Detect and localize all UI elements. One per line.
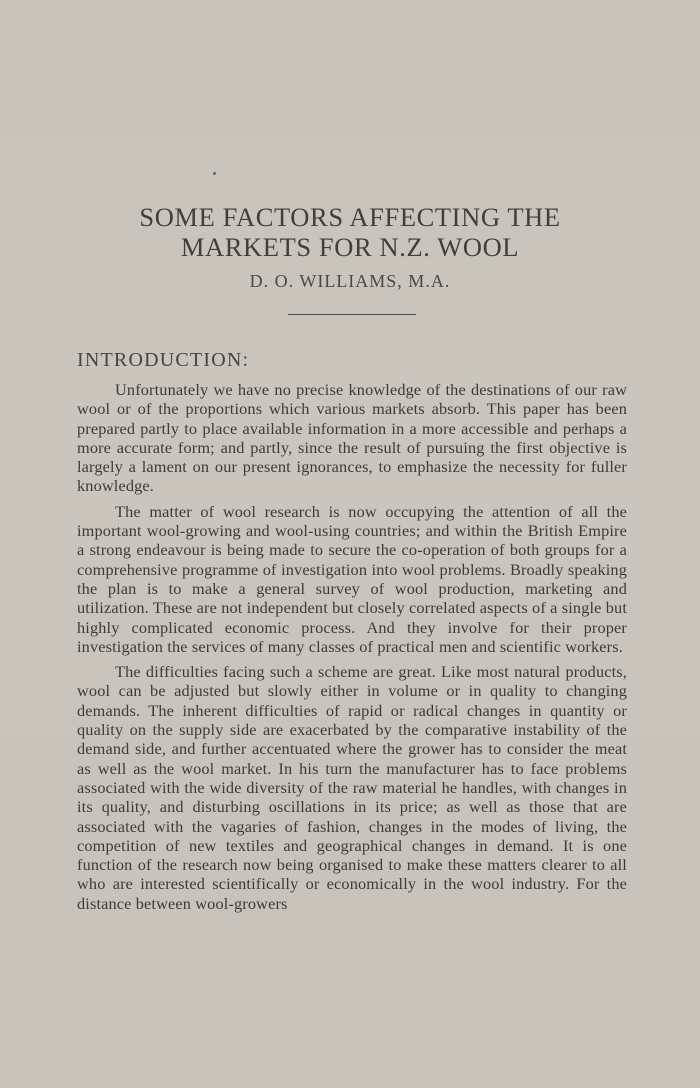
title-divider [288, 314, 416, 315]
section-heading: INTRODUCTION: [77, 349, 250, 371]
author-byline: D. O. WILLIAMS, M.A. [249, 271, 451, 291]
body-paragraph-3: The difficulties facing such a scheme are great. Like most natural products, wool can be adjusted but slowly either in volume or in quality to changing demands. The inherent difficulties of rapid or radical changes in quantity or quality on the supply side are exacerbated by the comparative instability of the demand side, and further accentuated where the grower has to consider the meat as well as the wool market. In his turn the manufacturer has to face problems associated with the wide diversity of the raw material he handles, with changes in its quality, and disturbing oscillations in its price; as well as those that are associated with the vagaries of fashion, changes in the modes of living, the competition of new textiles and geographical changes in demand. It is one function of the research now being organised to make these matters clearer to all who are interested scientifically or economically in the wool industry. For the distance between wool-growers [77, 662, 627, 913]
article-title-line-2: MARKETS FOR N.Z. WOOL [180, 232, 520, 262]
body-paragraph-2: The matter of wool research is now occupying the attention of all the important wool-growing and wool-using countries; and within the British Empire a strong endeavour is being made to secure the co-operation of both groups for a comprehensive programme of investigation into wool problems. Broadly speaking the plan is to make a general survey of wool production, marketing and utilization. These are not independent but closely correlated aspects of a single but highly complicated economic process. And they involve for their proper investigation the services of many classes of practical men and scientific workers. [77, 501, 628, 656]
article-body [77, 380, 627, 919]
article-title-line-1: SOME FACTORS AFFECTING THE [139, 202, 561, 232]
paper-speck [213, 172, 216, 175]
body-paragraph-1: Unfortunately we have no precise knowledge of the destinations of our raw wool or of the proportions which various markets absorb. This paper has been prepared partly to place available information in a more accessible and perhaps a more accurate form; and partly, since the result of pursuing the first objective is largely a lament on our present ignorances, to emphasize the necessity for fuller knowledge. [77, 380, 627, 496]
article-title [0, 202, 700, 262]
